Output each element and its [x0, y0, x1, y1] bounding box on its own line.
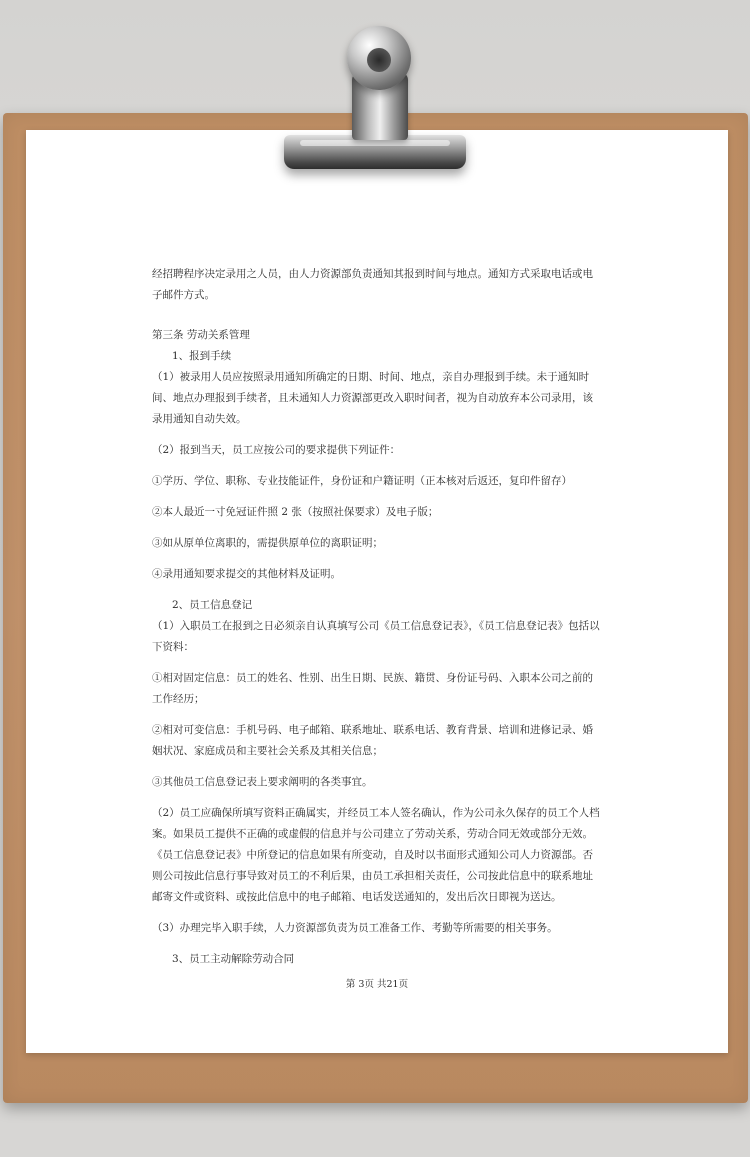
subsection-heading-1: 1、报到手续 — [172, 350, 232, 362]
page-number-footer: 第 3页 共21页 — [345, 979, 409, 990]
section-heading: 第三条 劳动关系管理 — [152, 329, 250, 341]
list-item-info-2: ②相对可变信息：手机号码、电子邮箱、联系地址、联系电话、教育背景、培训和进修记录、婚姻状况、家庭成员和主要社会关系及其相关信息； — [152, 724, 593, 757]
binder-clip-hole — [367, 48, 391, 72]
paragraph-info-1: （1）入职员工在报到之日必须亲自认真填写公司《员工信息登记表》，《员工信息登记表》包括以下资料： — [152, 620, 600, 653]
binder-clip-highlight — [300, 140, 450, 146]
subsection-heading-2: 2、员工信息登记 — [172, 599, 253, 611]
list-item-documents-3: ③如从原单位离职的，需提供原单位的离职证明； — [152, 537, 383, 549]
list-item-documents-4: ④录用通知要求提交的其他材料及证明。 — [152, 568, 341, 580]
paragraph-report-2: （2）报到当天，员工应按公司的要求提供下列证件： — [152, 444, 401, 456]
paragraph-intro: 经招聘程序决定录用之人员，由人力资源部负责通知其报到时间与地点。通知方式采取电话或电子邮件方式。 — [152, 268, 593, 301]
paragraph-report-1: （1）被录用人员应按照录用通知所确定的日期、时间、地点，亲自办理报到手续。未于通知时间、地点办理报到手续者，且未通知人力资源部更改入职时间者，视为自动放弃本公司录用，该录用通知自动失效。 — [152, 371, 593, 425]
paragraph-info-3: （3）办理完毕入职手续，人力资源部负责为员工准备工作、考勤等所需要的相关事务。 — [152, 922, 558, 934]
list-item-documents-1: ①学历、学位、职称、专业技能证件，身份证和户籍证明（正本核对后返还，复印件留存） — [152, 475, 572, 487]
document-body — [152, 264, 600, 970]
list-item-documents-2: ②本人最近一寸免冠证件照 2 张（按照社保要求）及电子版； — [152, 506, 439, 518]
subsection-heading-3: 3、员工主动解除劳动合同 — [172, 953, 295, 965]
paragraph-info-2: （2）员工应确保所填写资料正确属实，并经员工本人签名确认，作为公司永久保存的员工个人档案。如果员工提供不正确的或虚假的信息并与公司建立了劳动关系，劳动合同无效或部分无效。《员工信息登记表》中所登记的信息如果有所变动，自及时以书面形式通知公司人力资源部。否则公司按此信息行事导致对员工的不利后果，由员工承担相关责任，公司按此信息中的联系地址邮寄文件或资料、或按此信息中的电子邮箱、电话发送通知的，发出后次日即视为送达。 — [152, 807, 600, 903]
list-item-info-3: ③其他员工信息登记表上要求阐明的各类事宜。 — [152, 776, 373, 788]
list-item-info-1: ①相对固定信息：员工的姓名、性别、出生日期、民族、籍贯、身份证号码、入职本公司之前的工作经历； — [152, 672, 593, 705]
